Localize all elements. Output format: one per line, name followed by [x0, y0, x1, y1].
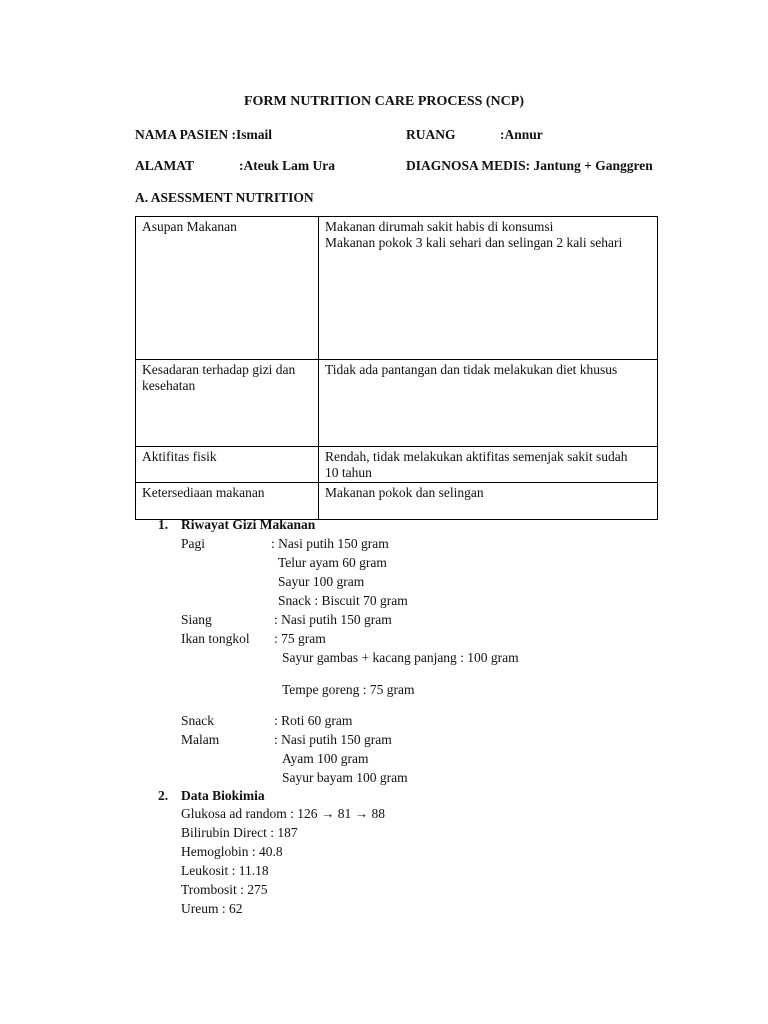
- pagi-item: Snack : Biscuit 70 gram: [278, 593, 408, 608]
- room-value: :Annur: [500, 127, 543, 142]
- value-line: Makanan pokok dan selingan: [325, 485, 484, 500]
- malam-item: Ayam 100 gram: [282, 751, 369, 766]
- riwayat-heading: Riwayat Gizi Makanan: [181, 517, 316, 532]
- patient-name: NAMA PASIEN :Ismail: [135, 127, 273, 142]
- table-row: [136, 447, 658, 483]
- siang-value: : Nasi putih 150 gram: [274, 612, 392, 627]
- value-line: Makanan dirumah sakit habis di konsumsi: [325, 219, 554, 234]
- label-line: Kesadaran terhadap gizi dan: [142, 362, 296, 377]
- ikan-label: Ikan tongkol: [181, 631, 250, 646]
- table-row: [136, 217, 658, 360]
- biokimia-item: Bilirubin Direct : 187: [181, 825, 298, 840]
- riwayat-number: 1.: [158, 517, 169, 532]
- ikan-value: : 75 gram: [274, 631, 326, 646]
- biokimia-item: Hemoglobin : 40.8: [181, 844, 283, 859]
- assessment-table: [135, 216, 658, 520]
- malam-item: Sayur bayam 100 gram: [282, 770, 408, 785]
- pagi-value: : Nasi putih 150 gram: [271, 536, 389, 551]
- pagi-item: Telur ayam 60 gram: [278, 555, 387, 570]
- row-label: Ketersediaan makanan: [136, 483, 319, 520]
- biokimia-item: Leukosit : 11.18: [181, 863, 269, 878]
- address-label: ALAMAT: [135, 158, 194, 173]
- table-row: [136, 483, 658, 520]
- snack-value: : Roti 60 gram: [274, 713, 353, 728]
- address-value: :Ateuk Lam Ura: [239, 158, 335, 173]
- value-line: Makanan pokok 3 kali sehari dan selingan 2 kali sehari: [325, 235, 623, 250]
- malam-value: : Nasi putih 150 gram: [274, 732, 392, 747]
- biokimia-number: 2.: [158, 788, 169, 803]
- value-line: Rendah, tidak melakukan aktifitas semenjak sakit sudah: [325, 449, 628, 464]
- tempe-item: Tempe goreng : 75 gram: [282, 682, 415, 697]
- form-title: FORM NUTRITION CARE PROCESS (NCP): [243, 94, 524, 109]
- table-row: [136, 360, 658, 447]
- biokimia-item: Glukosa ad random : 126 → 81 → 88: [181, 806, 385, 821]
- siang-item: Sayur gambas + kacang panjang : 100 gram: [282, 650, 519, 665]
- pagi-label: Pagi: [181, 536, 206, 551]
- malam-label: Malam: [181, 732, 220, 747]
- medical-diagnosis: DIAGNOSA MEDIS: Jantung + Ganggren: [406, 158, 653, 173]
- row-value: [319, 360, 658, 447]
- section-a-heading: A. ASESSMENT NUTRITION: [135, 190, 314, 205]
- biokimia-heading: Data Biokimia: [181, 788, 265, 803]
- biokimia-item: Ureum : 62: [181, 901, 243, 916]
- pagi-item: Sayur 100 gram: [278, 574, 365, 589]
- row-label: Aktifitas fisik: [136, 447, 319, 483]
- row-value: [319, 447, 658, 483]
- value-line: Tidak ada pantangan dan tidak melakukan diet khusus: [325, 362, 618, 377]
- room-label: RUANG: [406, 127, 456, 142]
- label-line: kesehatan: [142, 378, 196, 393]
- row-label: Asupan Makanan: [136, 217, 319, 360]
- value-line: 10 tahun: [325, 465, 372, 480]
- row-label: [136, 360, 319, 447]
- biokimia-item: Trombosit : 275: [181, 882, 268, 897]
- siang-label: Siang: [181, 612, 212, 627]
- row-value: [319, 483, 658, 520]
- row-value: [319, 217, 658, 360]
- snack-label: Snack: [181, 713, 214, 728]
